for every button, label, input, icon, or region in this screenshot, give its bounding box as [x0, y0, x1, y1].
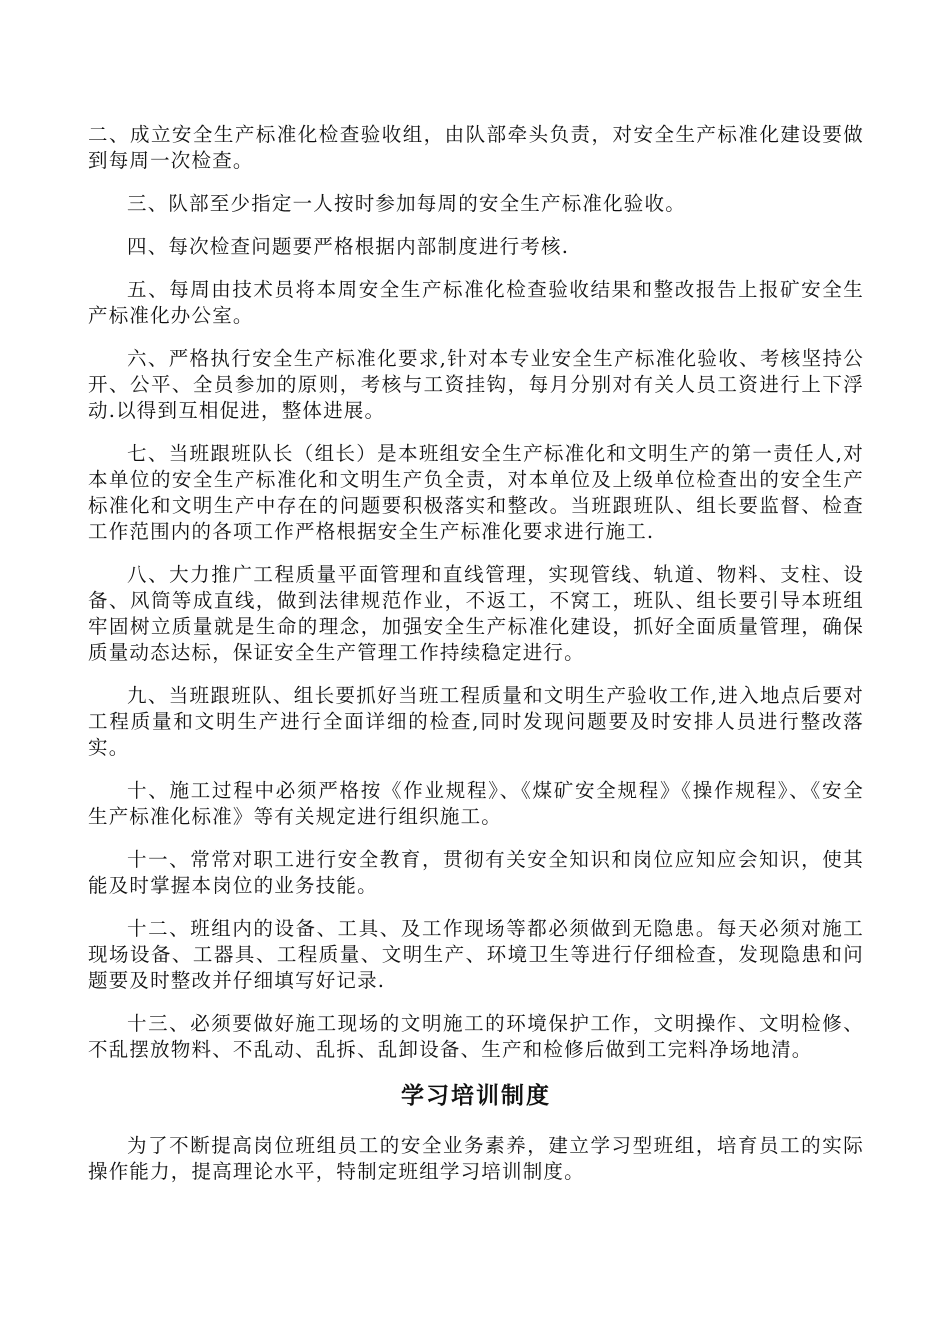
- paragraph-7: 七、当班跟班队长（组长）是本班组安全生产标准化和文明生产的第一责任人,对本单位的安全生产标准化和文明生产负全责，对本单位及上级单位检查出的安全生产标准化和文明生产中存在的问题要积极落实和整改。当班跟班队、组长要监督、检查工作范围内的各项工作严格根据安全生产标准化要求进行施工.: [88, 442, 864, 543]
- paragraph-8: 八、大力推广工程质量平面管理和直线管理，实现管线、轨道、物料、支柱、设备、风筒等成直线，做到法律规范作业，不返工，不窝工，班队、组长要引导本班组牢固树立质量就是生命的理念，加强安全生产标准化建设，抓好全面质量管理，确保质量动态达标，保证安全生产管理工作持续稳定进行。: [88, 563, 864, 664]
- section-title: 学习培训制度: [401, 1083, 551, 1109]
- paragraph-4: 四、每次检查问题要严格根据内部制度进行考核.: [127, 235, 570, 258]
- paragraph-11: 十一、常常对职工进行安全教育，贯彻有关安全知识和岗位应知应会知识，使其能及时掌握本岗位的业务技能。: [88, 848, 864, 897]
- paragraph-5: 五、每周由技术员将本周安全生产标准化检查验收结果和整改报告上报矿安全生产标准化办公室。: [88, 278, 864, 327]
- paragraph-12: 十二、班组内的设备、工具、及工作现场等都必须做到无隐患。每天必须对施工现场设备、工器具、工程质量、文明生产、环境卫生等进行仔细检查，发现隐患和问题要及时整改并仔细填写好记录.: [88, 917, 864, 992]
- document-page: [88, 122, 864, 1202]
- paragraph-10: 十、施工过程中必须严格按《作业规程》、《煤矿安全规程》《操作规程》、《安全生产标准化标准》等有关规定进行组织施工。: [88, 779, 864, 828]
- paragraph-13: 十三、必须要做好施工现场的文明施工的环境保护工作，文明操作、文明检修、不乱摆放物料、不乱动、乱拆、乱卸设备、生产和检修后做到工完料净场地清。: [88, 1012, 864, 1061]
- paragraph-3: 三、队部至少指定一人按时参加每周的安全生产标准化验收。: [127, 192, 686, 215]
- paragraph-6: 六、严格执行安全生产标准化要求,针对本专业安全生产标准化验收、考核坚持公开、公平、全员参加的原则，考核与工资挂钩，每月分别对有关人员工资进行上下浮动.以得到互相促进，整体进展。: [88, 347, 864, 422]
- paragraph-9: 九、当班跟班队、组长要抓好当班工程质量和文明生产验收工作,进入地点后要对工程质量和文明生产进行全面详细的检查,同时发现问题要及时安排人员进行整改落实。: [88, 684, 864, 759]
- intro-paragraph: 为了不断提高岗位班组员工的安全业务素养，建立学习型班组，培育员工的实际操作能力，提高理论水平，特制定班组学习培训制度。: [88, 1134, 864, 1183]
- paragraph-2: 二、成立安全生产标准化检查验收组，由队部牵头负责，对安全生产标准化建设要做到每周一次检查。: [88, 123, 864, 172]
